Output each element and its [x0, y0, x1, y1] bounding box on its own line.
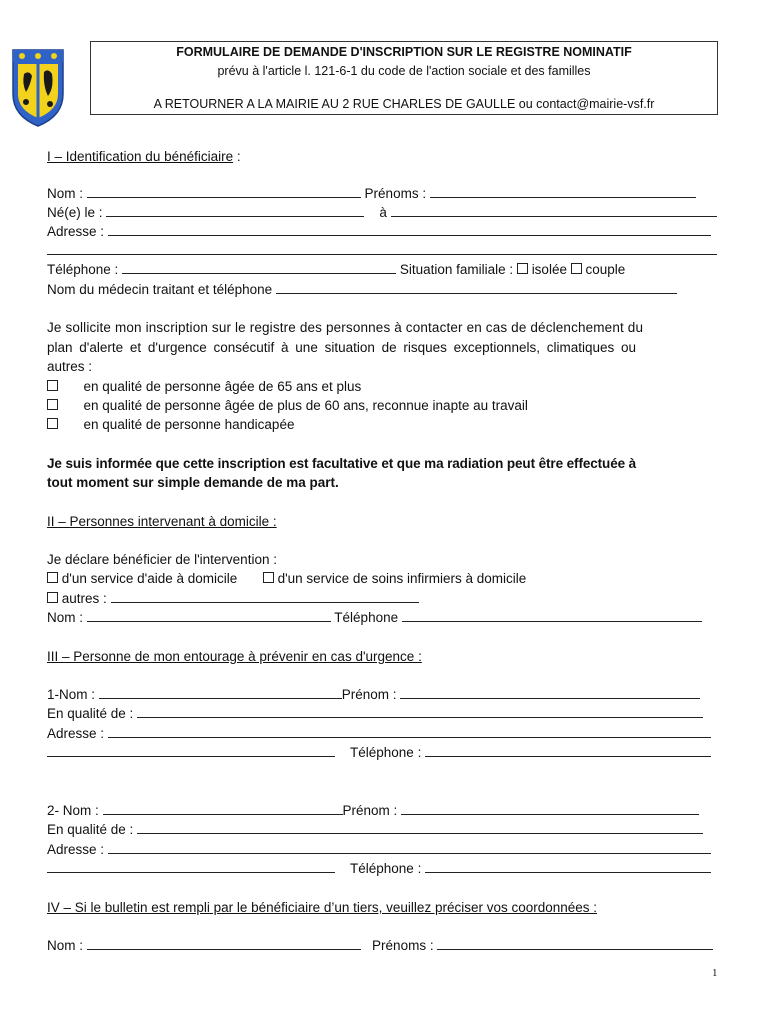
address-row	[47, 224, 711, 239]
section-4-heading: IV – Si le bulletin est rempli par le bénéficiaire d’un tiers, veuillez préciser vos coordonnées :	[47, 900, 598, 915]
beneficiary-name-row	[47, 186, 696, 201]
request-paragraph-line-2: plan d'alerte et d'urgence consécutif à une situation de risques exceptionnels, climatiques ou	[47, 340, 636, 355]
isolee-checkbox[interactable]	[517, 263, 528, 274]
return-address: A RETOURNER A LA MAIRIE AU 2 RUE CHARLES DE GAULLE ou contact@mairie-vsf.fr	[153, 97, 655, 111]
prenoms-label: Prénoms :	[364, 186, 427, 201]
contact-2-adresse-field[interactable]	[108, 842, 711, 854]
contact-2-adresse-label: Adresse :	[47, 842, 105, 857]
doctor-row	[47, 282, 677, 297]
ne-le-label: Né(e) le :	[47, 205, 103, 220]
request-paragraph-line-3: autres :	[47, 359, 93, 374]
isolee-label: isolée	[531, 262, 567, 277]
services-row	[47, 571, 526, 586]
address-field[interactable]	[108, 224, 711, 236]
option-65-row	[47, 379, 361, 394]
notice-line-2: tout moment sur simple demande de ma part.	[47, 475, 339, 490]
option-60-checkbox[interactable]	[47, 399, 58, 410]
option-handicap-checkbox[interactable]	[47, 418, 58, 429]
address-field-2[interactable]	[47, 243, 717, 255]
telephone-field[interactable]	[122, 262, 396, 274]
contact-2-nom-field[interactable]	[103, 803, 343, 815]
option-65-label: en qualité de personne âgée de 65 ans et plus	[83, 379, 362, 394]
medecin-field[interactable]	[276, 282, 677, 294]
service-aide-checkbox[interactable]	[47, 572, 58, 583]
medecin-label: Nom du médecin traitant et téléphone	[47, 282, 273, 297]
address-line-2	[47, 243, 717, 258]
birth-place-label: à	[379, 205, 387, 220]
page-number: 1	[712, 967, 718, 979]
header-box	[90, 41, 718, 115]
contact-2-nom-label: 2- Nom :	[47, 803, 99, 818]
contact-1-qualite-label: En qualité de :	[47, 706, 134, 721]
couple-label: couple	[585, 262, 626, 277]
intervenant-nom-label: Nom :	[47, 610, 84, 625]
contact-2-address-row	[47, 842, 711, 857]
autres-checkbox[interactable]	[47, 592, 58, 603]
form-subtitle: prévu à l'article l. 121-6-1 du code de l'action sociale et des familles	[217, 64, 591, 78]
service-soins-checkbox[interactable]	[263, 572, 274, 583]
intervenant-telephone-label: Téléphone	[334, 610, 399, 625]
birth-place-field[interactable]	[391, 205, 717, 217]
contact-1-telephone-label: Téléphone :	[350, 745, 422, 760]
contact-1-telephone-field[interactable]	[425, 745, 711, 757]
third-party-nom-label: Nom :	[47, 938, 84, 953]
option-handicap-row	[47, 417, 294, 432]
option-60-label: en qualité de personne âgée de plus de 60 ans, reconnue inapte au travail	[83, 398, 528, 413]
section-3-heading: III – Personne de mon entourage à prévenir en cas d'urgence :	[47, 649, 422, 664]
intervenant-row	[47, 610, 702, 625]
contact-1-prenom-field[interactable]	[400, 687, 700, 699]
autres-field[interactable]	[111, 591, 419, 603]
contact-2-phone-row	[47, 861, 711, 876]
contact-1-phone-row	[47, 745, 711, 760]
contact-2-qualite-row	[47, 822, 703, 837]
service-aide-label: d'un service d'aide à domicile	[61, 571, 238, 586]
contact-2-adresse-field-2[interactable]	[47, 861, 335, 873]
contact-1-nom-label: 1-Nom :	[47, 687, 96, 702]
section-1-heading: I – Identification du bénéficiaire :	[47, 149, 241, 164]
birth-row	[47, 205, 717, 220]
contact-2-prenom-label: Prénom :	[342, 803, 398, 818]
notice-line-1: Je suis informée que cette inscription est facultative et que ma radiation peut être effectuée à	[47, 456, 637, 471]
contact-2-name-row	[47, 803, 699, 818]
intervenant-telephone-field[interactable]	[402, 610, 702, 622]
municipal-crest-logo	[10, 42, 66, 128]
nom-label: Nom :	[47, 186, 84, 201]
section-2-heading: II – Personnes intervenant à domicile :	[47, 514, 277, 529]
contact-1-nom-field[interactable]	[99, 687, 342, 699]
intervenant-nom-field[interactable]	[87, 610, 331, 622]
contact-1-adresse-field[interactable]	[108, 726, 711, 738]
contact-2-qualite-label: En qualité de :	[47, 822, 134, 837]
contact-1-qualite-row	[47, 706, 703, 721]
telephone-label: Téléphone :	[47, 262, 119, 277]
third-party-prenoms-label: Prénoms :	[372, 938, 434, 953]
contact-2-qualite-field[interactable]	[137, 822, 703, 834]
couple-checkbox[interactable]	[571, 263, 582, 274]
contact-1-adresse-field-2[interactable]	[47, 745, 335, 757]
contact-1-prenom-label: Prénom :	[341, 687, 397, 702]
contact-2-telephone-field[interactable]	[425, 861, 711, 873]
third-party-name-row	[47, 938, 713, 953]
autres-label: autres :	[61, 591, 107, 606]
request-paragraph-line-1: Je sollicite mon inscription sur le registre des personnes à contacter en cas de déclenchement du	[47, 320, 644, 335]
option-handicap-label: en qualité de personne handicapée	[83, 417, 295, 432]
contact-2-telephone-label: Téléphone :	[350, 861, 422, 876]
third-party-prenoms-field[interactable]	[437, 938, 713, 950]
nom-field[interactable]	[87, 186, 361, 198]
adresse-label: Adresse :	[47, 224, 105, 239]
option-60-row	[47, 398, 528, 413]
third-party-nom-field[interactable]	[87, 938, 361, 950]
form-title: FORMULAIRE DE DEMANDE D'INSCRIPTION SUR LE REGISTRE NOMINATIF	[176, 45, 632, 59]
prenoms-field[interactable]	[430, 186, 696, 198]
contact-1-adresse-label: Adresse :	[47, 726, 105, 741]
situation-label: Situation familiale :	[399, 262, 514, 277]
birth-date-field[interactable]	[106, 205, 364, 217]
contact-1-name-row	[47, 687, 700, 702]
autres-row	[47, 591, 419, 606]
contact-1-address-row	[47, 726, 711, 741]
contact-2-prenom-field[interactable]	[401, 803, 699, 815]
phone-situation-row	[47, 262, 625, 277]
option-65-checkbox[interactable]	[47, 380, 58, 391]
service-soins-label: d'un service de soins infirmiers à domicile	[277, 571, 527, 586]
declare-text: Je déclare bénéficier de l'intervention :	[47, 552, 277, 567]
contact-1-qualite-field[interactable]	[137, 706, 703, 718]
